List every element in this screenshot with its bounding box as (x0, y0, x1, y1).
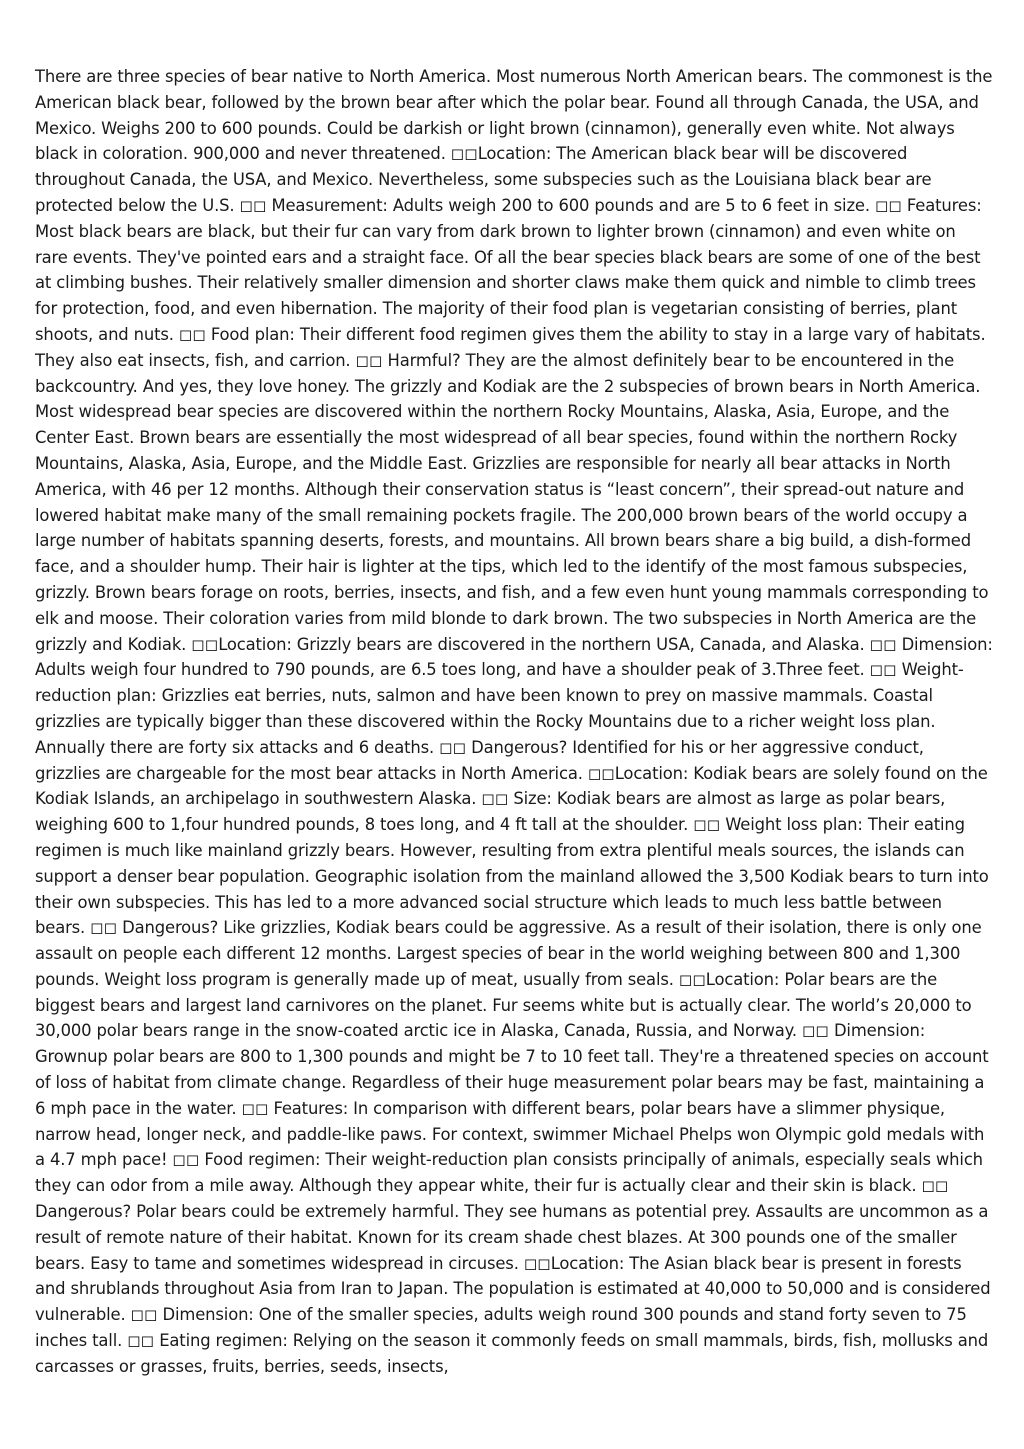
body-paragraph: There are three species of bear native to North America. Most numerous North American bears. The commonest is the American black bear, followed by the brown bear after which the polar bear. Found all through Canada, the USA, and Mexico. Weighs 200 to 600 pounds. Could be darkish or light brown (cinnamon), generally even white. Not always black in coloration. 900,000 and never threatened. ◻◻Location: The American black bear will be discovered throughout Canada, the USA, and Mexico. Nevertheless, some subspecies such as the Louisiana black bear are protected below the U.S. ◻◻ Measurement: Adults weigh 200 to 600 pounds and are 5 to 6 feet in size. ◻◻ Features: Most black bears are black, but their fur can vary from dark brown to lighter brown (cinnamon) and even white on rare events. They've pointed ears and a straight face. Of all the bear species black bears are some of one of the best at climbing bushes. Their relatively smaller dimension and shorter claws make them quick and nimble to climb trees for protection, food, and even hibernation. The majority of their food plan is vegetarian consisting of berries, plant shoots, and nuts. ◻◻ Food plan: Their different food regimen gives them the ability to stay in a large vary of habitats. They also eat insects, fish, and carrion. ◻◻ Harmful? They are the almost definitely bear to be encountered in the backcountry. And yes, they love honey. The grizzly and Kodiak are the 2 subspecies of brown bears in North America. Most widespread bear species are discovered within the northern Rocky Mountains, Alaska, Asia, Europe, and the Center East. Brown bears are essentially the most widespread of all bear species, found within the northern Rocky Mountains, Alaska, Asia, Europe, and the Middle East. Grizzlies are responsible for nearly all bear attacks in North America, with 46 per 12 months. Although their conservation status is “least concern”, their spread-out nature and lowered habitat make many of the small remaining pockets fragile. The 200,000 brown bears of the world occupy a large number of habitats spanning deserts, forests, and mountains. All brown bears share a big build, a dish-formed face, and a shoulder hump. Their hair is lighter at the tips, which led to the identify of the most famous subspecies, grizzly. Brown bears forage on roots, berries, insects, and fish, and a few even hunt young mammals corresponding to elk and moose. Their coloration varies from mild blonde to dark brown. The two subspecies in North America are the grizzly and Kodiak. ◻◻Location: Grizzly bears are discovered in the northern USA, Canada, and Alaska. ◻◻ Dimension: Adults weigh four hundred to 790 pounds, are 6.5 toes long, and have a shoulder peak of 3.Three feet. ◻◻ Weight-reduction plan: Grizzlies eat berries, nuts, salmon and have been known to prey on massive mammals. Coastal grizzlies are typically bigger than these discovered within the Rocky Mountains due to a richer weight loss plan. Annually there are forty six attacks and 6 deaths. ◻◻ Dangerous? Identified for his or her aggressive conduct, grizzlies are chargeable for the most bear attacks in North America. ◻◻Location: Kodiak bears are solely found on the Kodiak Islands, an archipelago in southwestern Alaska. ◻◻ Size: Kodiak bears are almost as large as polar bears, weighing 600 to 1,four hundred pounds, 8 toes long, and 4 ft tall at the shoulder. ◻◻ Weight loss plan: Their eating regimen is much like mainland grizzly bears. However, resulting from extra plentiful meals sources, the islands can support a denser bear population. Geographic isolation from the mainland allowed the 3,500 Kodiak bears to turn into their own subspecies. This has led to a more advanced social structure which leads to much less battle between bears. ◻◻ Dangerous? Like grizzlies, Kodiak bears could be aggressive. As a result of their isolation, there is only one assault on people each different 12 months. Largest species of bear in the world weighing between 800 and 1,300 pounds. Weight loss program is generally made up of meat, usually from seals. ◻◻Location: Polar bears are the biggest bears and largest land carnivores on the planet. Fur seems white but is actually clear. The world’s 20,000 to 30,000 polar bears range in the snow-coated arctic ice in Alaska, Canada, Russia, and Norway. ◻◻ Dimension: Grownup polar bears are 800 to 1,300 pounds and might be 7 to 10 feet tall. They're a threatened species on account of loss of habitat from climate change. Regardless of their huge measurement polar bears may be fast, maintaining a 6 mph pace in the water. ◻◻ Features: In comparison with different bears, polar bears have a slimmer physique, narrow head, longer neck, and paddle-like paws. For context, swimmer Michael Phelps won Olympic gold medals with a 4.7 mph pace! ◻◻ Food regimen: Their weight-reduction plan consists principally of animals, especially seals which they can odor from a mile away. Although they appear white, their fur is actually clear and their skin is black. ◻◻ Dangerous? Polar bears could be extremely harmful. They see humans as potential prey. Assaults are uncommon as a result of remote nature of their habitat. Known for its cream shade chest blazes. At 300 pounds one of the smaller bears. Easy to tame and sometimes widespread in circuses. ◻◻Location: The Asian black bear is present in forests and shrublands throughout Asia from Iran to Japan. The population is estimated at 40,000 to 50,000 and is considered vulnerable. ◻◻ Dimension: One of the smaller species, adults weigh round 300 pounds and stand forty seven to 75 inches tall. ◻◻ Eating regimen: Relying on the season it commonly feeds on small mammals, birds, fish, mollusks and carcasses or grasses, fruits, berries, seeds, insects, (35, 67, 993, 1376)
